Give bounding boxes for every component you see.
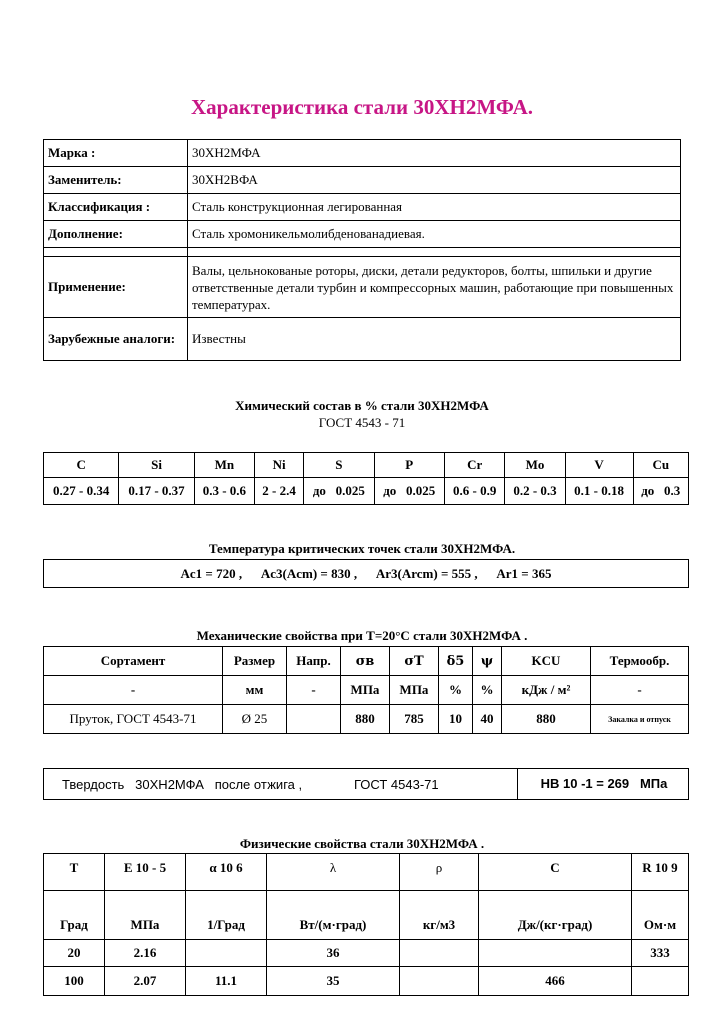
chem-value: 0.6 - 0.9 [444,478,504,505]
chem-value: до 0.3 [633,478,688,505]
table-row [44,940,689,967]
mech-cell: Пруток, ГОСТ 4543-71 [44,705,223,734]
phys-cell: 20 [44,940,105,967]
mech-cell: Закалка и отпуск [591,705,689,734]
phys-header: C [479,854,632,891]
phys-title: Физические свойства стали 30ХН2МФА . [239,836,485,851]
chem-table [43,452,689,505]
mech-unit: мм [223,676,287,705]
phys-cell: 2.07 [105,967,186,996]
info-value: Сталь конструкционная легированная [188,194,681,221]
phys-cell: 100 [44,967,105,996]
info-label: Дополнение: [44,221,188,248]
mech-unit: - [44,676,223,705]
info-label: Зарубежные аналоги: [44,318,188,361]
chem-title: Химический состав в % стали 30ХН2МФА [235,398,489,413]
chem-value: до 0.025 [374,478,444,505]
phys-header: E 10 - 5 [105,854,186,891]
chem-header: Mo [505,453,565,478]
hardness-box [43,768,689,800]
mech-title: Механические свойства при Т=20°С стали 30ХН2МФА . [196,628,528,643]
info-label: Марка : [44,140,188,167]
chem-value: до 0.025 [304,478,374,505]
mech-cell: 40 [473,705,502,734]
crit-values: Ac1 = 720 , Ac3(Acm) = 830 , Ar3(Arcm) = 555 , Ar1 = 365 [43,559,689,588]
phys-cell: 2.16 [105,940,186,967]
phys-cell: 466 [479,967,632,996]
phys-unit: Град [44,891,105,940]
mech-cell: 880 [502,705,591,734]
chem-header: Si [119,453,194,478]
page-title: Характеристика стали 30ХН2МФА. [190,95,533,119]
chem-value: 0.1 - 0.18 [565,478,633,505]
chem-value: 0.2 - 0.3 [505,478,565,505]
mech-header: KCU [502,647,591,676]
chem-header: V [565,453,633,478]
phys-unit: Вт/(м·град) [267,891,400,940]
chem-header: P [374,453,444,478]
info-row [44,257,681,318]
table-row [44,967,689,996]
phys-cell: 333 [632,940,689,967]
mech-unit: МПа [390,676,439,705]
chem-gost: ГОСТ 4543 - 71 [318,415,406,430]
chem-header: Ni [255,453,304,478]
chem-header: Cr [444,453,504,478]
mech-header: σT [390,647,439,676]
phys-unit: Дж/(кг·град) [479,891,632,940]
mech-header: Термообр. [591,647,689,676]
phys-unit: 1/Град [186,891,267,940]
phys-header: λ [267,854,400,891]
phys-cell [632,967,689,996]
chem-header: Mn [194,453,254,478]
info-label: Классификация : [44,194,188,221]
mech-cell [287,705,341,734]
mech-unit: % [439,676,473,705]
phys-cell: 11.1 [186,967,267,996]
phys-unit: кг/м3 [400,891,479,940]
mech-header: δ5 [439,647,473,676]
info-row [44,221,681,248]
info-value: 30ХН2ВФА [188,167,681,194]
crit-title: Температура критических точек стали 30ХН2МФА. [208,541,516,556]
info-row [44,140,681,167]
mech-header: ψ [473,647,502,676]
hardness-value: HB 10 -1 = 269 МПа [517,769,690,799]
hardness-label: Твердость 30ХН2МФА после отжига , [62,777,303,792]
phys-table [43,853,689,996]
chem-header: C [44,453,119,478]
phys-header: α 10 6 [186,854,267,891]
chem-header: Cu [633,453,688,478]
mech-header: Сортамент [44,647,223,676]
info-label: Заменитель: [44,167,188,194]
info-value: Валы, цельнокованые роторы, диски, детали редукторов, болты, шпильки и другие ответственные детали турбин и компрессорных машин, работающие при повышенных температурах. [188,257,681,318]
phys-cell: 35 [267,967,400,996]
mech-cell: Ø 25 [223,705,287,734]
phys-header: R 10 9 [632,854,689,891]
info-row [44,318,681,361]
chem-value: 0.27 - 0.34 [44,478,119,505]
hardness-gost: ГОСТ 4543-71 [354,777,439,792]
info-row [44,194,681,221]
chem-header: S [304,453,374,478]
info-table [43,139,681,361]
mech-header: Напр. [287,647,341,676]
phys-cell [186,940,267,967]
phys-cell [400,967,479,996]
phys-cell: 36 [267,940,400,967]
phys-header: T [44,854,105,891]
mech-unit: % [473,676,502,705]
phys-cell [479,940,632,967]
phys-header: ρ [400,854,479,891]
mech-cell: 10 [439,705,473,734]
table-row [44,705,689,734]
phys-unit: МПа [105,891,186,940]
info-row [44,167,681,194]
mech-cell: 880 [341,705,390,734]
info-label: Применение: [44,257,188,318]
mech-header: Размер [223,647,287,676]
chem-value: 0.17 - 0.37 [119,478,194,505]
mech-unit: МПа [341,676,390,705]
info-value: Известны [188,318,681,361]
chem-value: 2 - 2.4 [255,478,304,505]
mech-unit: - [287,676,341,705]
phys-cell [400,940,479,967]
chem-value: 0.3 - 0.6 [194,478,254,505]
mech-header: σв [341,647,390,676]
mech-unit: кДж / м² [502,676,591,705]
mech-cell: 785 [390,705,439,734]
mech-table [43,646,689,734]
info-value: 30ХН2МФА [188,140,681,167]
mech-unit: - [591,676,689,705]
phys-unit: Ом·м [632,891,689,940]
info-value: Сталь хромоникельмолибденованадиевая. [188,221,681,248]
